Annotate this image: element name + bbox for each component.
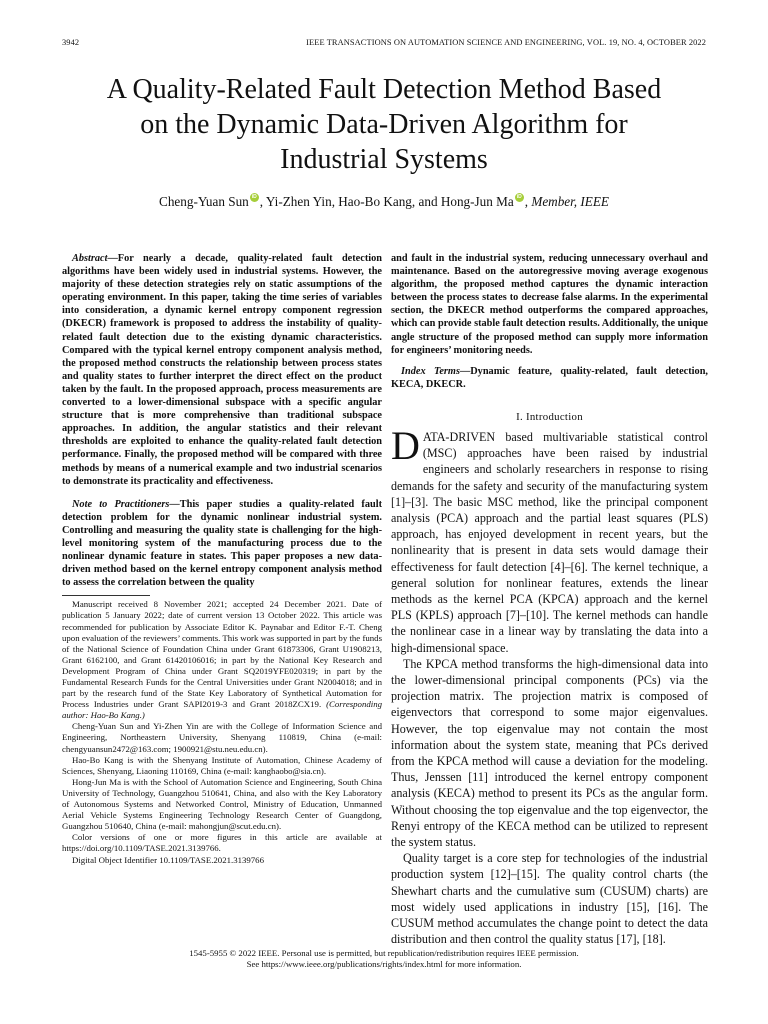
intro-paragraph-2: The KPCA method transforms the high-dimensional data into the lower-dimensional principal components (PCs) via the projection matrix. The projection matrix is composed of eigenvectors that correspond to some major eigenvalues. However, the top eigenvalue may not contain the most information about the system state, meaning that PCs derived from the KPCA method will cause a deviation for the modeling. Thus, Jenssen [11] introduced the kernel entropy component analysis (KECA) method to present its PCs as the angular form. Without choosing the top eigenvalue and the top eigenvector, the Renyi entropy of the KECA method can be utilized to represent the system status. [391, 656, 708, 850]
footnotes [62, 599, 382, 865]
title-line-1: A Quality-Related Fault Detection Method Based [106, 74, 662, 105]
abstract: Abstract—For nearly a decade, quality-related fault detection algorithms have been widely used in industrial systems. However, the majority of these detection strategies rely on static assumptions of the operating environment. In this paper, taking the time series of variables into consideration, a dynamic kernel entropy component regression (DKECR) framework is proposed to address the instability of quality-related fault detection due to the existing dynamic characteristics. Compared with the typical kernel entropy component analysis method, the proposed method constructs the relationship between process states and quality states to further interpret the direct effect on the product taken by the fault. In the proposed approach, process measurements are converted to a lower-dimensional subspace with a specific angular structure that is more comprehensive than traditional subspace approaches. In addition, the angular statistics and their relevant thresholds are exploited to enhance the quality-related fault detection performance. Finally, the proposed method will be compared with three methods by means of a numerical example and two industrial scenarios to demonstrate its practicality and effectiveness. [62, 253, 382, 487]
orcid-icon[interactable] [250, 193, 259, 202]
copyright-line: 1545-5955 © 2022 IEEE. Personal use is permitted, but republication/redistribution requires IEEE permission. [189, 948, 579, 958]
footnote-affiliation-1: Cheng-Yuan Sun and Yi-Zhen Yin are with the College of Information Science and Engineering, Northeastern University, Shenyang 110819, China (e-mail: chengyuansun2472@163.com; 1900921@stu.neu.edu.cn). [62, 721, 382, 754]
paper-title [40, 72, 728, 177]
rights-link-line: See https://www.ieee.org/publications/rights/index.html for more information. [246, 959, 522, 969]
footnote-manuscript: Manuscript received 8 November 2021; accepted 24 December 2021. Date of publication 5 January 2022; date of current version 13 October 2022. This article was recommended for publication by Associate Editor K. Paynabar and Editor F.-T. Cheng upon evaluation of the reviewers’ comments. This work was supported in part by the funds of the National Science of Foundation China under Grant 61873306, Grant U1908213, Grant 6162100, and Grant 61420106016; in part by the National Key Research and Development Program of China under Grant SQ2019YFE020319; in part by the Fundamental Research Funds for the Central Universities under Grant N2004018; and in part by the research fund of the State Key Laboratory of Synthetical Automation for Process Industries under Grant SAPI2019-3 and Grant 2018ZCX19. (Corresponding author: Hao-Bo Kang.) [62, 599, 382, 721]
drop-cap: D [391, 422, 420, 468]
section-heading-introduction: I. Introduction [516, 410, 583, 423]
author-1: Cheng-Yuan Sun [159, 194, 249, 209]
left-column [62, 252, 382, 866]
footnote-affiliation-3: Hong-Jun Ma is with the School of Automation Science and Engineering, South China University of Technology, Guangzhou 510641, China, and also with the Key Laboratory of Autonomous Systems and Networked Control, Ministry of Education, Unmanned Aerial Vehicle Systems Engineering Technology Research Center of Guangdong, Guangzhou 510640, China (e-mail: mahongjun@scut.edu.cn). [62, 776, 382, 832]
orcid-icon[interactable] [515, 193, 524, 202]
note-to-practitioners-continued: and fault in the industrial system, reducing unnecessary overhaul and maintenance. Based on the autoregressive moving average exogenous algorithm, the proposed method captures the dynamic interaction between the process states to decrease false alarms. In the experimental section, the DKECR method outperforms the compared approaches, which can provide stable fault detection results. Additionally, the unique angle structure of the proposed method can supply more information for engineers’ monitoring needs. [391, 253, 708, 356]
author-list: Cheng-Yuan SuniD , Yi-Zhen Yin, Hao-Bo Kang, and Hong-Jun MaiD , Member, IEEE [40, 193, 728, 210]
intro-paragraph-3: Quality target is a core step for technologies of the industrial production system [12]–[15]. The quality control charts (the Shewhart charts and the cumulative sum (CUSUM) charts) are most widely used applications in industry [15], [16]. The CUSUM method accumulates the change point to detect the data distribution and then control the quality status [17], [18]. [391, 851, 708, 947]
right-column [391, 252, 708, 947]
journal-header: IEEE TRANSACTIONS ON AUTOMATION SCIENCE AND ENGINEERING, VOL. 19, NO. 4, OCTOBER 2022 [306, 38, 706, 47]
authors-rest: , Yi-Zhen Yin, Hao-Bo Kang, and Hong-Jun Ma [259, 194, 514, 209]
title-line-3: Industrial Systems [280, 144, 488, 175]
index-terms: Index Terms—Dynamic feature, quality-related, fault detection, KECA, DKECR. [391, 365, 708, 390]
membership: Member, IEEE [531, 194, 609, 209]
footnote-affiliation-2: Hao-Bo Kang is with the Shenyang Institute of Automation, Chinese Academy of Sciences, Shenyang, Liaoning 110169, China (e-mail: kanghaobo@sia.cn). [62, 754, 382, 776]
page-number: 3942 [62, 38, 80, 47]
footnote-doi: Digital Object Identifier 10.1109/TASE.2021.3139766 [72, 854, 264, 865]
title-line-2: on the Dynamic Data-Driven Algorithm for [140, 109, 628, 140]
note-to-practitioners: Note to Practitioners—This paper studies a quality-related fault detection problem for the dynamic nonlinear industrial system. Controlling and measuring the quality state is challenging for the high-level monitoring system of the manufacturing process due to the nonlinear dynamic feature in states. This paper proposes a new data-driven method based on the kernel entropy component analysis method to assess the correlation between the quality [62, 498, 383, 589]
footnote-rule [62, 595, 150, 596]
intro-paragraph-1: DATA-DRIVEN based multivariable statistical control (MSC) approaches have been raised by industrial engineers and scholarly researchers in response to rising demands for the safety and security of the manufacturing system [1]–[3]. The basic MSC method, like the principal component analysis (PCA) approach and the partial least squares (PLS) approach, has enjoyed development in recent years, but the nonlinearity that is present in data sets would damage their effectiveness for fault detection [4]–[6]. The kernel technique, a general solution for nonlinear features, extends the linear methods as the kernel PCA (KPCA) approach and the kernel PLS (KPLS) approach [7]–[10]. The kernel methods can handle the nonlinear case in a linear way by translating the data into a high-dimensional space. [391, 422, 708, 655]
footnote-color-versions: Color versions of one or more figures in this article are available at https://doi.org/10.1109/TASE.2021.3139766. [62, 832, 382, 854]
running-head [62, 38, 706, 50]
copyright-footer [62, 948, 706, 970]
